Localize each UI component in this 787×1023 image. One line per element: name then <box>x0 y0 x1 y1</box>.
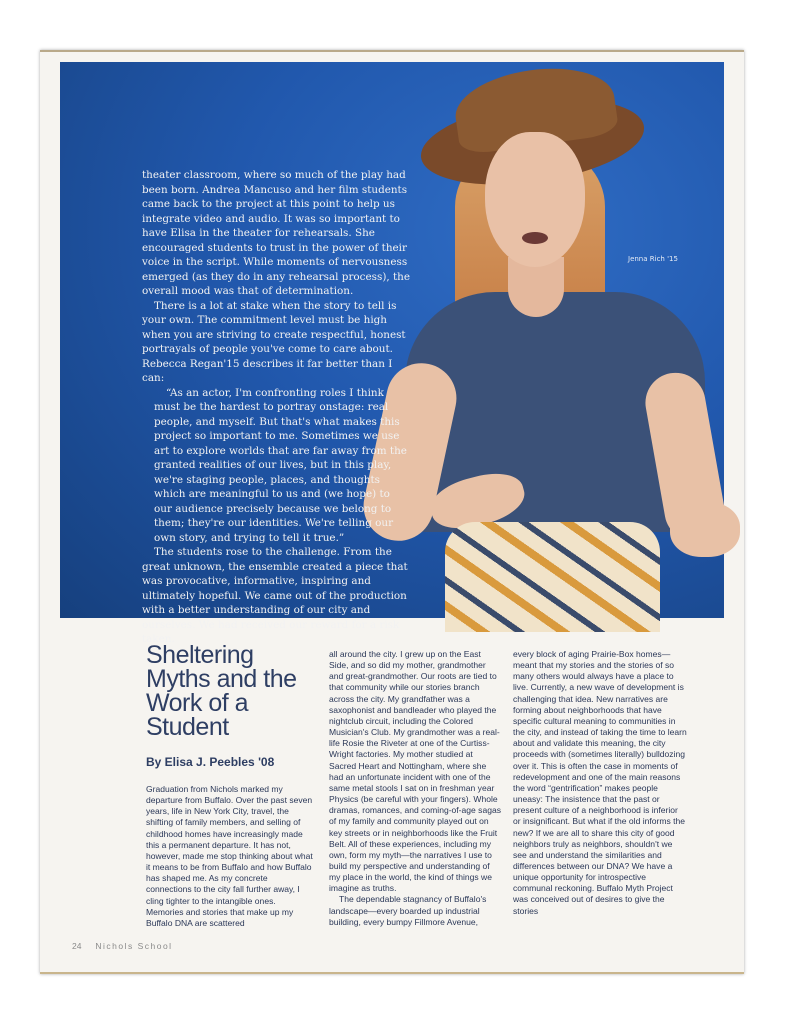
article-title: Sheltering Myths and the Work of a Student <box>146 641 297 741</box>
article-paragraph: Graduation from Nichols marked my departure from Buffalo. Over the past seven years, life in New York City, travel, the shifting of family members, and selling of childhood homes have increasingly made this a permanent departure. It has not, however, made me stop thinking about what it means to be from Buffalo and how Buffalo has shaped me. As my concrete connections to the city fall further away, I cling tighter to the intangible ones. Memories and stories that make up my Buffalo DNA are scattered <box>146 784 313 928</box>
photo-paragraph: There is a lot at stake when the story to tell is your own. The commitment level must be high when you are striving to create respectful, honest portrayals of people you've come to care about. Rebecca Regan'15 describes it far better than I can: <box>142 299 406 384</box>
article-column-1 <box>146 784 314 929</box>
photo-caption: Jenna Rich '15 <box>628 255 678 263</box>
article-paragraph: all around the city. I grew up on the East Side, and so did my mother, grandmother and great-grandmother. Our roots are tied to that community while our stories branch across the city. My grandfather was a saxophonist and bandleader who played the nightclub circuit, including the Colored Musician's Club. My grandmother was a real-life Rosie the Riveter at one of the Curtiss-Wright factories. My mother studied at Sacred Heart and Nottingham, where she had an unfortunate incident with one of the same metal stools I sat on in freshman year Physics (be careful with your fingers). Whole dramas, romances, and coming-of-age sagas of my family and community played out on key streets or in neighborhoods like the Fruit Belt. All of these experiences, including my own, form my myth—the narratives I use to build my perspective and understanding of my place in the world, the kind of things we imagine as truths. <box>329 649 501 894</box>
article-paragraph: every block of aging Prairie-Box homes—meant that my stories and the stories of so many others would always have a place to live. Currently, a new wave of development is challenging that idea. New narratives are forming about neighborhoods that have specific cultural meaning to communities in the city, and instead of taking the time to learn about and validate this meaning, the city proceeds with (sometimes literally) bulldozing over it. This is often the case in moments of redevelopment and one of the main reasons the word “gentrification” makes people uneasy: The insistence that the past or present culture of a neighborhood is inferior or insignificant. But what if the old informs the new? If we are all to share this city of good neighbors truly as neighbors, shouldn't we see and understand the similarities and differences between our DNA? We have a unique opportunity for introspective communal reckoning. Buffalo Myth Project was conceived out of desires to give the stories <box>513 649 687 916</box>
photo-overlay-text <box>142 168 410 647</box>
photo-subject-right-hand <box>670 502 740 557</box>
article-byline: By Elisa J. Peebles '08 <box>146 755 275 769</box>
theater-photo <box>60 62 724 645</box>
photo-subject-skirt <box>445 522 660 632</box>
article-column-3 <box>513 649 687 917</box>
photo-quote: “As an actor, I'm confronting roles I think must be the hardest to portray onstage: real people, and myself. But that's what makes this project so important to me. Sometimes we use art to explore worlds that are far away from the granted realities of our lives, but in this play, we're staging people, places, and thoughts which are meaningful to us and (we hope) to our audience precisely because we belong to them; they're our identities. We're telling our own story, and trying to tell it true.” <box>154 386 407 544</box>
photo-paragraph: The students rose to the challenge. From the great unknown, the ensemble created a piece that was provocative, informative, inspiring and ultimately hopeful. We came out of the production with a better understanding of our city and ourselves. We had received our reward for a risk taken. <box>142 546 408 645</box>
page-number: 24 <box>72 941 82 951</box>
publication-name: Nichols School <box>95 941 173 951</box>
article-column-2 <box>329 649 501 928</box>
magazine-page <box>40 50 744 974</box>
article-paragraph: The dependable stagnancy of Buffalo's landscape—every boarded up industrial building, every bumpy Fillmore Avenue, <box>329 894 487 927</box>
photo-paragraph: theater classroom, where so much of the play had been born. Andrea Mancuso and her film students came back to the project at this point to help us integrate video and audio. It was so important to have Elisa in the theater for rehearsals. She encouraged students to trust in the power of their voice in the script. While moments of nervousness emerged (as they do in any rehearsal process), the overall mood was that of determination. <box>142 169 410 297</box>
photo-subject-face <box>485 132 585 267</box>
photo-subject-mouth <box>522 232 548 244</box>
page-footer <box>72 941 173 951</box>
